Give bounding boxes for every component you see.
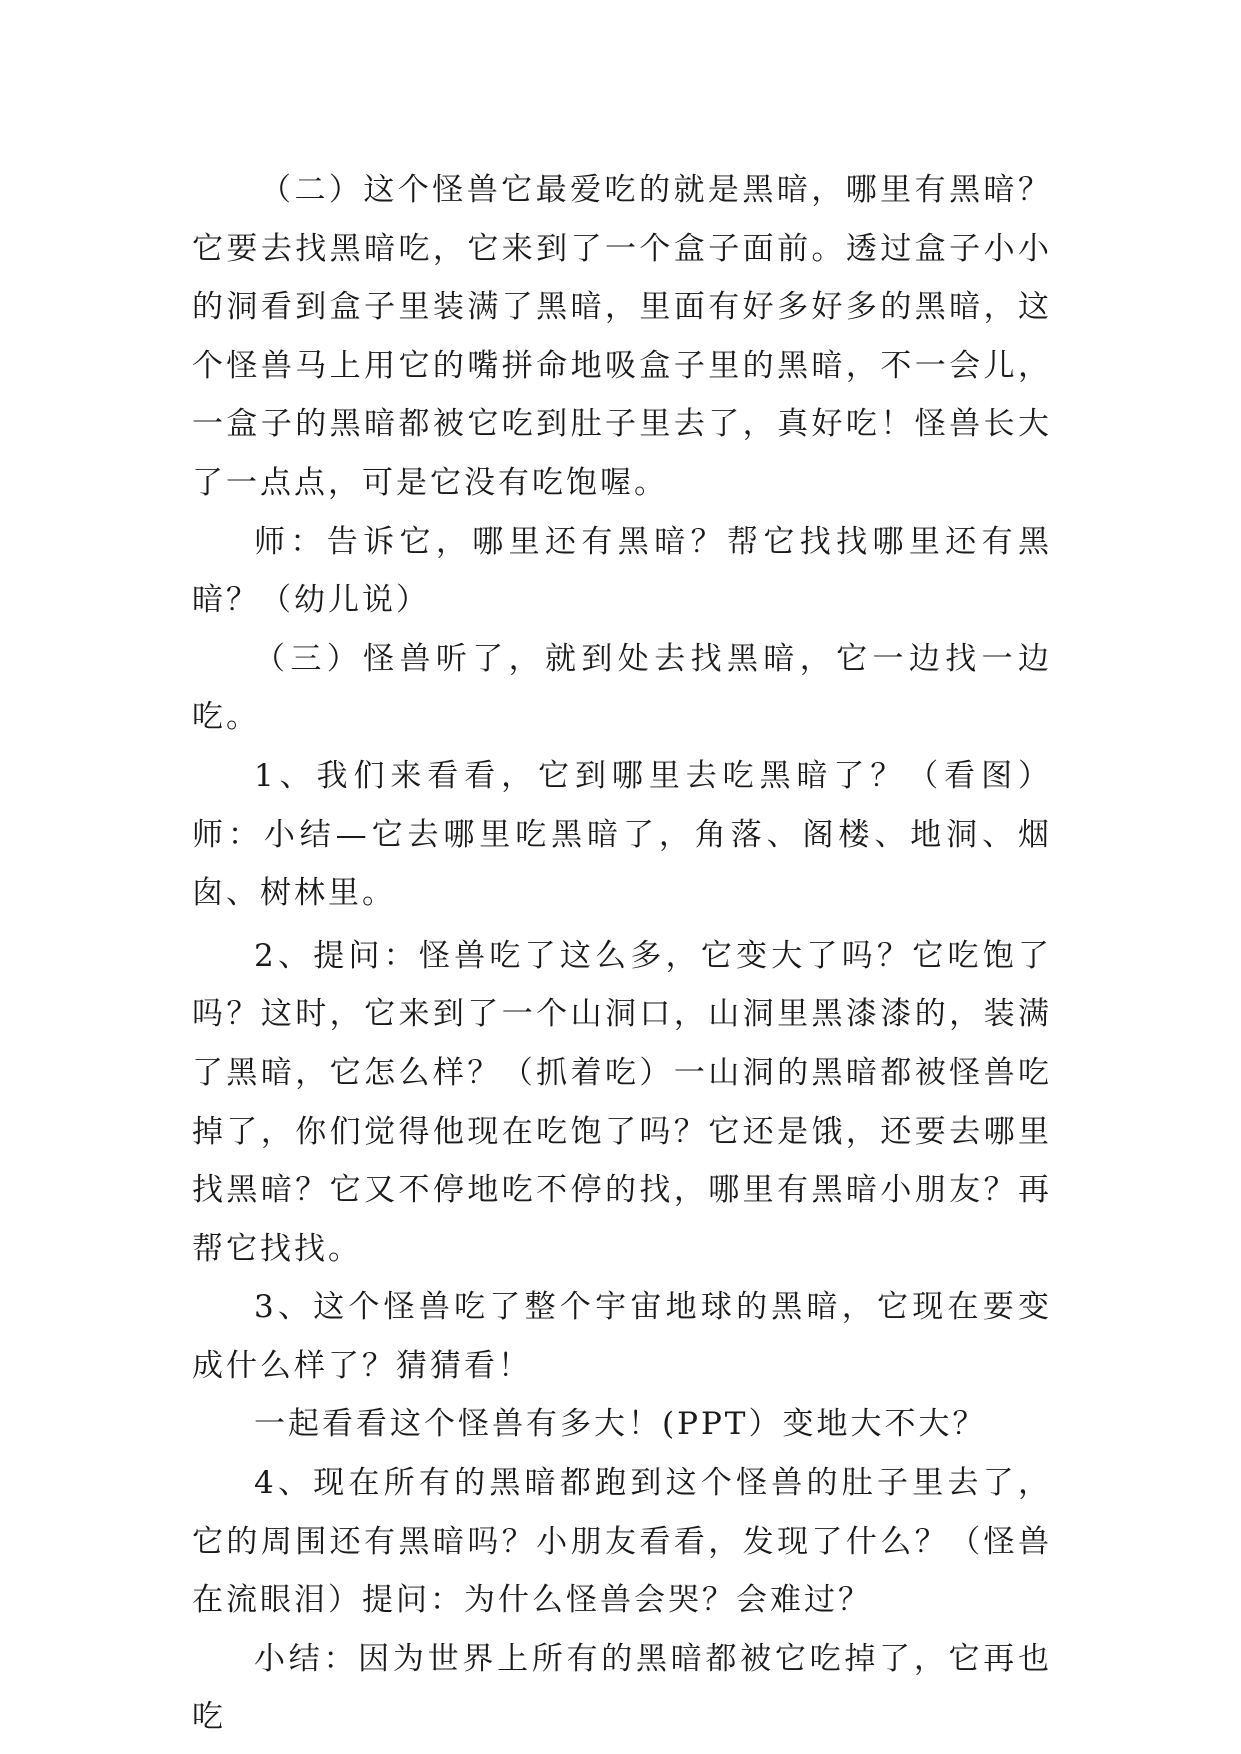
paragraph-section-three: （三）怪兽听了，就到处去找黑暗，它一边找一边吃。: [192, 640, 1052, 736]
body-text: [192, 161, 1052, 1747]
paragraph-item-4: 4、现在所有的黑暗都跑到这个怪兽的肚子里去了，它的周围还有黑暗吗？小朋友看看，发现了什么？（怪兽在流眼泪）提问：为什么怪兽会哭？会难过？: [192, 1465, 1052, 1619]
paragraph-item-1: 1、我们来看看，它到哪里去吃黑暗了？（看图）师：小结—它去哪里吃黑暗了，角落、阁楼、地洞、烟囱、树林里。: [192, 757, 1052, 912]
paragraph-ppt-look: 一起看看这个怪兽有多大！(PPT）变地大不大？: [254, 1406, 987, 1443]
paragraph-item-2: 2、提问：怪兽吃了这么多，它变大了吗？它吃饱了吗？这时，它来到了一个山洞口，山洞里黑漆漆的，装满了黑暗，它怎么样？（抓着吃）一山洞的黑暗都被怪兽吃掉了，你们觉得他现在吃饱了吗？它还是饿，还要去哪里找黑暗？它又不停地吃不停的找，哪里有黑暗小朋友？再帮它找找。: [192, 937, 1052, 1267]
paragraph-summary: 小结：因为世界上所有的黑暗都被它吃掉了，它再也吃: [192, 1640, 1052, 1736]
paragraph-teacher-question: 师：告诉它，哪里还有黑暗？帮它找找哪里还有黑暗？（幼儿说）: [192, 523, 1052, 619]
paragraph-section-two: （二）这个怪兽它最爱吃的就是黑暗，哪里有黑暗？它要去找黑暗吃，它来到了一个盒子面前。透过盒子小小的洞看到盒子里装满了黑暗，里面有好多好多的黑暗，这个怪兽马上用它的嘴拼命地吸盒子里的黑暗，不一会儿，一盒子的黑暗都被它吃到肚子里去了，真好吃！怪兽长大了一点点，可是它没有吃饱喔。: [192, 172, 1052, 501]
paragraph-item-3: 3、这个怪兽吃了整个宇宙地球的黑暗，它现在要变成什么样了？猜猜看！: [192, 1289, 1052, 1384]
